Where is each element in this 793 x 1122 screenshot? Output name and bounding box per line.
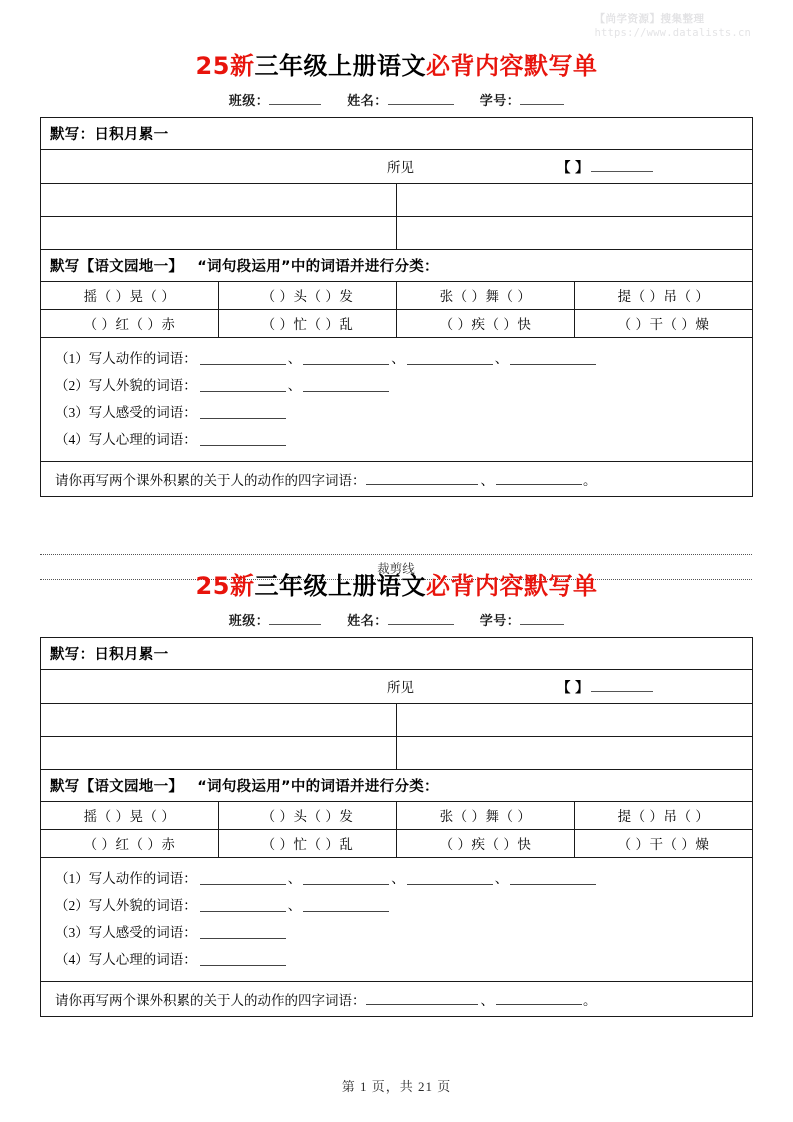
word-cell[interactable]: （ ）忙（ ）乱 xyxy=(218,829,396,857)
title-red-suffix: 必背内容默写单 xyxy=(425,572,598,600)
answer-blank[interactable] xyxy=(200,871,286,885)
list-item xyxy=(41,946,752,973)
table-row xyxy=(40,829,752,857)
answer-blank[interactable] xyxy=(496,471,582,485)
page-title xyxy=(0,572,793,601)
author-input[interactable] xyxy=(591,171,653,172)
number-input[interactable] xyxy=(520,624,564,625)
name-label: 姓名： xyxy=(347,613,388,629)
section2-header-main: 默写【语文园地一】 xyxy=(49,778,184,795)
answer-blank[interactable] xyxy=(200,898,286,912)
list-item-label: （4）写人心理的词语： xyxy=(54,431,197,447)
page-footer xyxy=(0,1076,793,1095)
answer-blank[interactable] xyxy=(510,351,596,365)
table-row xyxy=(40,117,752,149)
answer-blank[interactable] xyxy=(407,871,493,885)
poem-title-cell xyxy=(40,669,752,703)
list-item xyxy=(41,399,752,426)
section1-header: 默写：日积月累一 xyxy=(40,637,752,669)
poem-write-cell[interactable] xyxy=(40,183,396,216)
answer-blank[interactable] xyxy=(200,405,286,419)
answer-blank[interactable] xyxy=(303,351,389,365)
table-row xyxy=(40,281,752,309)
section2-header xyxy=(40,249,752,281)
footer-text-after: 页 xyxy=(437,1079,452,1094)
poem-write-cell[interactable] xyxy=(396,736,752,769)
author-bracket: 【 】 xyxy=(556,160,589,177)
list-item: （1）写人动作的词语： 、 、 、 xyxy=(41,345,752,372)
list-item xyxy=(41,426,752,453)
word-cell[interactable]: （ ）干（ ）燥 xyxy=(574,829,752,857)
student-info-line xyxy=(0,90,793,109)
answer-blank[interactable] xyxy=(200,952,286,966)
word-cell[interactable]: （ ）头（ ）发 xyxy=(218,281,396,309)
class-label: 班级： xyxy=(228,613,270,629)
poem-write-cell[interactable] xyxy=(40,703,396,736)
table-row xyxy=(40,337,752,461)
table-row xyxy=(40,981,752,1016)
final-question-cell: 请你再写两个课外积累的关于人的动作的四字词语： 、 。 xyxy=(40,981,752,1016)
table-row xyxy=(40,183,752,216)
list-item-label: （3）写人感受的词语： xyxy=(54,924,197,940)
answer-blank[interactable] xyxy=(200,925,286,939)
title-black-middle: 三年级上册语文 xyxy=(254,572,426,600)
word-cell[interactable]: 张（ ）舞（ ） xyxy=(396,281,574,309)
list-item: （2）写人外貌的词语： 、 xyxy=(41,892,752,919)
title-black-middle: 三年级上册语文 xyxy=(254,52,426,80)
footer-text-middle: 页，共 xyxy=(371,1079,414,1094)
answer-blank[interactable] xyxy=(366,471,478,485)
title-red-suffix: 必背内容默写单 xyxy=(425,52,598,80)
poem-write-cell[interactable] xyxy=(396,703,752,736)
name-input[interactable] xyxy=(388,104,454,105)
poem-write-cell[interactable] xyxy=(396,183,752,216)
word-cell[interactable]: （ ）疾（ ）快 xyxy=(396,829,574,857)
table-row xyxy=(40,736,752,769)
class-input[interactable] xyxy=(269,104,321,105)
answer-blank[interactable] xyxy=(200,351,286,365)
poem-title-cell xyxy=(40,149,752,183)
word-cell[interactable]: （ ）疾（ ）快 xyxy=(396,309,574,337)
final-period: 。 xyxy=(582,992,597,1008)
footer-total-pages: 21 xyxy=(418,1079,433,1094)
poem-title: 所见 xyxy=(386,680,414,696)
word-cell[interactable]: （ ）干（ ）燥 xyxy=(574,309,752,337)
answer-blank[interactable] xyxy=(303,898,389,912)
table-row xyxy=(40,309,752,337)
table-row xyxy=(40,669,752,703)
number-label: 学号： xyxy=(479,613,521,629)
classification-list xyxy=(40,337,752,461)
word-cell[interactable]: （ ）红（ ）赤 xyxy=(40,829,218,857)
word-cell[interactable]: 提（ ）吊（ ） xyxy=(574,801,752,829)
worksheet-table xyxy=(40,117,753,497)
answer-blank[interactable] xyxy=(303,871,389,885)
list-item: （2）写人外貌的词语： 、 xyxy=(41,372,752,399)
table-row xyxy=(40,637,752,669)
section1-header: 默写：日积月累一 xyxy=(40,117,752,149)
table-row xyxy=(40,461,752,496)
list-item-label: （1）写人动作的词语： xyxy=(54,870,197,886)
poem-write-cell[interactable] xyxy=(40,216,396,249)
answer-blank[interactable] xyxy=(366,991,478,1005)
table-row xyxy=(40,769,752,801)
poem-title: 所见 xyxy=(386,160,414,176)
table-row xyxy=(40,703,752,736)
word-cell[interactable]: （ ）头（ ）发 xyxy=(218,801,396,829)
list-item-label: （3）写人感受的词语： xyxy=(54,404,197,420)
final-question-label: 请你再写两个课外积累的关于人的动作的四字词语： xyxy=(54,992,366,1008)
table-row xyxy=(40,149,752,183)
section2-header xyxy=(40,769,752,801)
table-row xyxy=(40,801,752,829)
footer-text-before: 第 xyxy=(341,1079,356,1094)
class-label: 班级： xyxy=(228,93,270,109)
section2-header-main: 默写【语文园地一】 xyxy=(49,258,184,275)
poem-write-cell[interactable] xyxy=(396,216,752,249)
answer-blank[interactable] xyxy=(407,351,493,365)
list-item xyxy=(41,919,752,946)
number-input[interactable] xyxy=(520,104,564,105)
worksheet-copy-2 xyxy=(0,572,793,1017)
final-period: 。 xyxy=(582,472,597,488)
cut-line-label: 裁剪线 xyxy=(371,562,421,576)
poem-write-cell[interactable] xyxy=(40,736,396,769)
word-cell[interactable]: （ ）红（ ）赤 xyxy=(40,309,218,337)
watermark xyxy=(594,12,751,40)
number-label: 学号： xyxy=(479,93,521,109)
footer-current-page: 1 xyxy=(359,1079,368,1094)
answer-blank[interactable] xyxy=(496,991,582,1005)
answer-blank[interactable] xyxy=(200,432,286,446)
table-row xyxy=(40,216,752,249)
final-question-cell: 请你再写两个课外积累的关于人的动作的四字词语： 、 。 xyxy=(40,461,752,496)
word-cell[interactable]: 张（ ）舞（ ） xyxy=(396,801,574,829)
table-row xyxy=(40,249,752,281)
list-item-label: （1）写人动作的词语： xyxy=(54,350,197,366)
name-input[interactable] xyxy=(388,624,454,625)
section2-header-sub: “词句段运用”中的词语并进行分类： xyxy=(197,778,439,795)
name-label: 姓名： xyxy=(347,93,388,109)
answer-blank[interactable] xyxy=(303,378,389,392)
page-title xyxy=(0,52,793,81)
title-red-prefix: 25新 xyxy=(195,52,255,80)
cut-line-dots-top xyxy=(40,554,752,555)
answer-blank[interactable] xyxy=(510,871,596,885)
word-cell[interactable]: 摇（ ）晃（ ） xyxy=(40,801,218,829)
list-item: （1）写人动作的词语： 、 、 、 xyxy=(41,865,752,892)
list-item-label: （2）写人外貌的词语： xyxy=(54,897,197,913)
answer-blank[interactable] xyxy=(200,378,286,392)
list-item-label: （2）写人外貌的词语： xyxy=(54,377,197,393)
title-red-prefix: 25新 xyxy=(195,572,255,600)
worksheet-copy-1 xyxy=(0,52,793,497)
list-item-label: （4）写人心理的词语： xyxy=(54,951,197,967)
final-question-label: 请你再写两个课外积累的关于人的动作的四字词语： xyxy=(54,472,366,488)
poem-author-field xyxy=(557,156,653,176)
watermark-url: https://www.datalists.cn xyxy=(594,27,751,40)
word-cell[interactable]: 摇（ ）晃（ ） xyxy=(40,281,218,309)
worksheet-table xyxy=(40,637,753,1017)
table-row xyxy=(40,857,752,981)
class-input[interactable] xyxy=(269,624,321,625)
section2-header-sub: “词句段运用”中的词语并进行分类： xyxy=(197,258,439,275)
student-info-line xyxy=(0,610,793,629)
author-bracket: 【 】 xyxy=(556,680,589,697)
classification-list xyxy=(40,857,752,981)
word-cell[interactable]: 提（ ）吊（ ） xyxy=(574,281,752,309)
author-input[interactable] xyxy=(591,691,653,692)
word-cell[interactable]: （ ）忙（ ）乱 xyxy=(218,309,396,337)
watermark-label: 【尚学资源】搜集整理 xyxy=(594,13,705,25)
poem-author-field xyxy=(557,676,653,696)
